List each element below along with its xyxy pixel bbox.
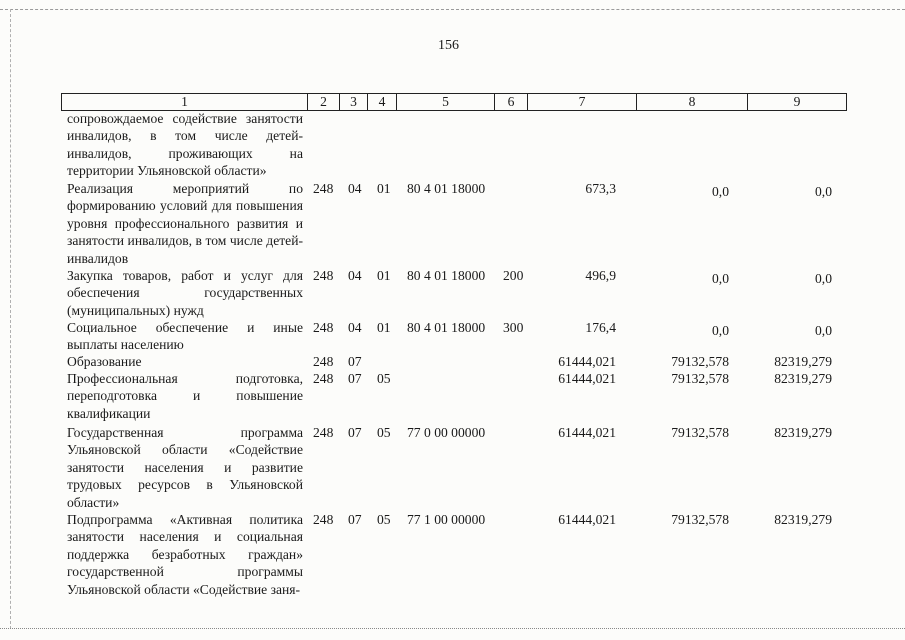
cell-section: 07	[348, 425, 362, 440]
cell-amount-7: 673,3	[585, 181, 616, 196]
cell-admin-code: 248	[313, 354, 334, 369]
cell-section: 04	[348, 181, 362, 196]
cell-subsection: 01	[377, 181, 391, 196]
cell-amount-8: 79132,578	[671, 371, 729, 386]
cell-amount-8: 79132,578	[671, 512, 729, 527]
cell-admin-code: 248	[313, 425, 334, 440]
cell-target-article: 77 1 00 00000	[407, 512, 486, 527]
cell-amount-9: 82319,279	[774, 371, 832, 386]
cell-amount-7: 61444,021	[558, 425, 616, 440]
column-header-9: 9	[793, 94, 801, 109]
column-header-3: 3	[340, 94, 368, 110]
row-name: Социальное обеспечение и иные выплаты населению	[67, 320, 303, 353]
cell-expense-type: 300	[503, 320, 524, 335]
row-name: Государственная программа Ульяновской области «Содействие занятости населения и развитие трудовых ресурсов в Ульяновской области»	[67, 425, 303, 510]
column-header-2: 2	[308, 94, 340, 110]
cell-section: 04	[348, 320, 362, 335]
cell-subsection: 05	[377, 512, 391, 527]
scan-edge-left	[10, 9, 11, 629]
cell-target-article: 80 4 01 18000	[407, 181, 486, 196]
page-number: 156	[438, 38, 459, 53]
cell-section: 04	[348, 268, 362, 283]
cell-section: 07	[348, 371, 362, 386]
row-name: Реализация мероприятий по формированию условий для повышения уровня профессионального развития и занятости инвалидов, в том числе детей-инвалидов	[67, 181, 303, 266]
cell-admin-code: 248	[313, 268, 334, 283]
column-header-8: 8	[637, 94, 748, 110]
cell-expense-type: 200	[503, 268, 524, 283]
scan-edge-top	[0, 9, 905, 10]
cell-amount-9: 0,0	[815, 271, 832, 286]
cell-amount-7: 61444,021	[558, 354, 616, 369]
cell-amount-7: 61444,021	[558, 371, 616, 386]
cell-amount-9: 0,0	[815, 184, 832, 199]
cell-amount-8: 79132,578	[671, 354, 729, 369]
row-name: Профессиональная подготовка, переподготовка и повышение квалификации	[67, 371, 303, 421]
column-header-6: 6	[495, 94, 528, 110]
cell-amount-9: 82319,279	[774, 354, 832, 369]
table-header	[61, 93, 847, 111]
cell-section: 07	[348, 354, 362, 369]
cell-amount-9: 82319,279	[774, 512, 832, 527]
column-header-7: 7	[528, 94, 637, 110]
cell-amount-8: 79132,578	[671, 425, 729, 440]
cell-target-article: 80 4 01 18000	[407, 268, 486, 283]
cell-subsection: 05	[377, 425, 391, 440]
column-header-4: 4	[368, 94, 397, 110]
cell-subsection: 05	[377, 371, 391, 386]
row-name: Образование	[67, 354, 142, 369]
cell-target-article: 77 0 00 00000	[407, 425, 486, 440]
row-name: Подпрограмма «Активная политика занятости населения и социальная поддержка безработных граждан» государственной программы Ульяновской области «Содействие заня-	[67, 512, 303, 597]
scan-edge-bottom	[0, 628, 905, 629]
column-header-5: 5	[397, 94, 495, 110]
row-name: Закупка товаров, работ и услуг для обеспечения государственных (муниципальных) нужд	[67, 268, 303, 318]
cell-amount-8: 0,0	[712, 323, 729, 338]
cell-subsection: 01	[377, 268, 391, 283]
column-header-1: 1	[62, 94, 308, 110]
cell-amount-7: 176,4	[585, 320, 616, 335]
row-name: сопровождаемое содействие занятости инвалидов, в том числе детей-инвалидов, проживающих на территории Ульяновской области»	[67, 111, 303, 179]
cell-admin-code: 248	[313, 320, 334, 335]
cell-subsection: 01	[377, 320, 391, 335]
cell-amount-9: 82319,279	[774, 425, 832, 440]
cell-amount-7: 496,9	[585, 268, 616, 283]
cell-admin-code: 248	[313, 512, 334, 527]
cell-amount-8: 0,0	[712, 184, 729, 199]
cell-admin-code: 248	[313, 371, 334, 386]
cell-amount-9: 0,0	[815, 323, 832, 338]
cell-amount-7: 61444,021	[558, 512, 616, 527]
cell-admin-code: 248	[313, 181, 334, 196]
cell-amount-8: 0,0	[712, 271, 729, 286]
cell-target-article: 80 4 01 18000	[407, 320, 486, 335]
cell-section: 07	[348, 512, 362, 527]
